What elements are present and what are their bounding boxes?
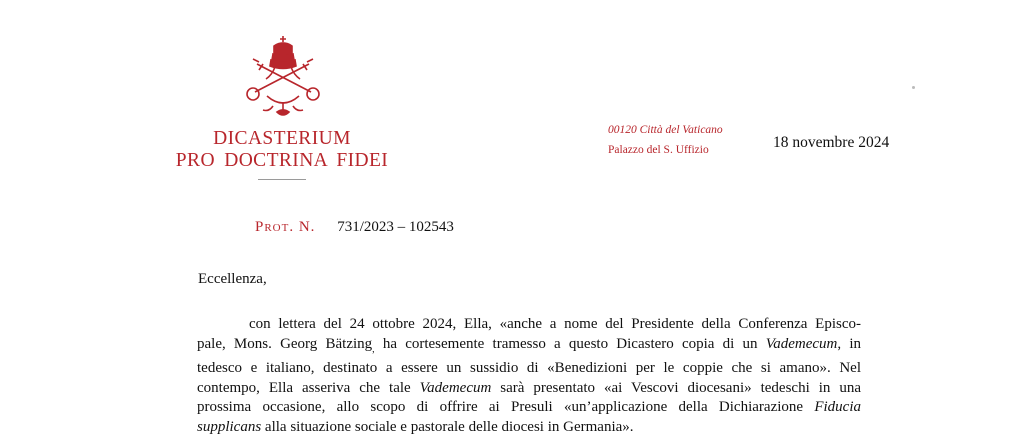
protocol-label: Prot. N. — [255, 219, 316, 235]
body-line — [197, 398, 861, 418]
body-text: pale, Mons. Georg Bätzing — [197, 335, 373, 352]
org-name-line2: PRO DOCTRINA FIDEI — [175, 150, 389, 171]
dicastery-name — [150, 128, 414, 172]
body-italic-text: Fiducia — [814, 399, 861, 415]
body-line — [197, 418, 861, 438]
scan-speck — [912, 86, 915, 89]
body-text: contempo, Ella asseriva che tale — [197, 379, 420, 396]
body-text: , — [372, 343, 375, 355]
body-text: prossima occasione, allo scopo di offrire ai Presuli «un’applicazione della Dichiarazione — [197, 399, 815, 415]
address-city: 00120 Città del Vaticano — [608, 124, 723, 136]
body-line — [197, 359, 861, 379]
sender-address — [608, 120, 723, 160]
salutation: Eccellenza, — [198, 271, 267, 287]
body-line — [197, 315, 861, 335]
letterhead-divider — [258, 179, 306, 180]
address-building: Palazzo del S. Uffizio — [608, 144, 709, 156]
org-name-line1: DICASTERIUM — [213, 128, 351, 149]
body-text: alla situazione sociale e pastorale delle diocesi in Germania». — [261, 418, 634, 435]
body-line — [197, 379, 861, 399]
body-text: , in — [837, 335, 861, 352]
body-text: con lettera del 24 ottobre 2024, Ella, «anche a nome del Presidente della Conferenza Episco- — [249, 316, 861, 332]
protocol-number: 731/2023 – 102543 — [337, 219, 454, 235]
body-text: ha cortesemente tramesso a questo Dicastero copia di un — [374, 335, 766, 352]
body-italic-text: Vademecum — [419, 379, 492, 396]
body-text: sarà presentato «ai Vescovi diocesani» tedeschi in una — [491, 379, 861, 396]
body-italic-text: supplicans — [197, 418, 262, 435]
papal-coat-of-arms-icon — [243, 34, 323, 120]
body-text: tedesco e italiano, destinato a essere un sussidio di «Benedizioni per le coppie che si amano». Nel — [197, 360, 861, 376]
protocol-reference — [255, 219, 454, 236]
letter-body-paragraph — [197, 315, 861, 437]
body-italic-text: Vademecum — [765, 335, 838, 352]
body-line — [197, 335, 861, 360]
letter-date: 18 novembre 2024 — [773, 134, 890, 151]
